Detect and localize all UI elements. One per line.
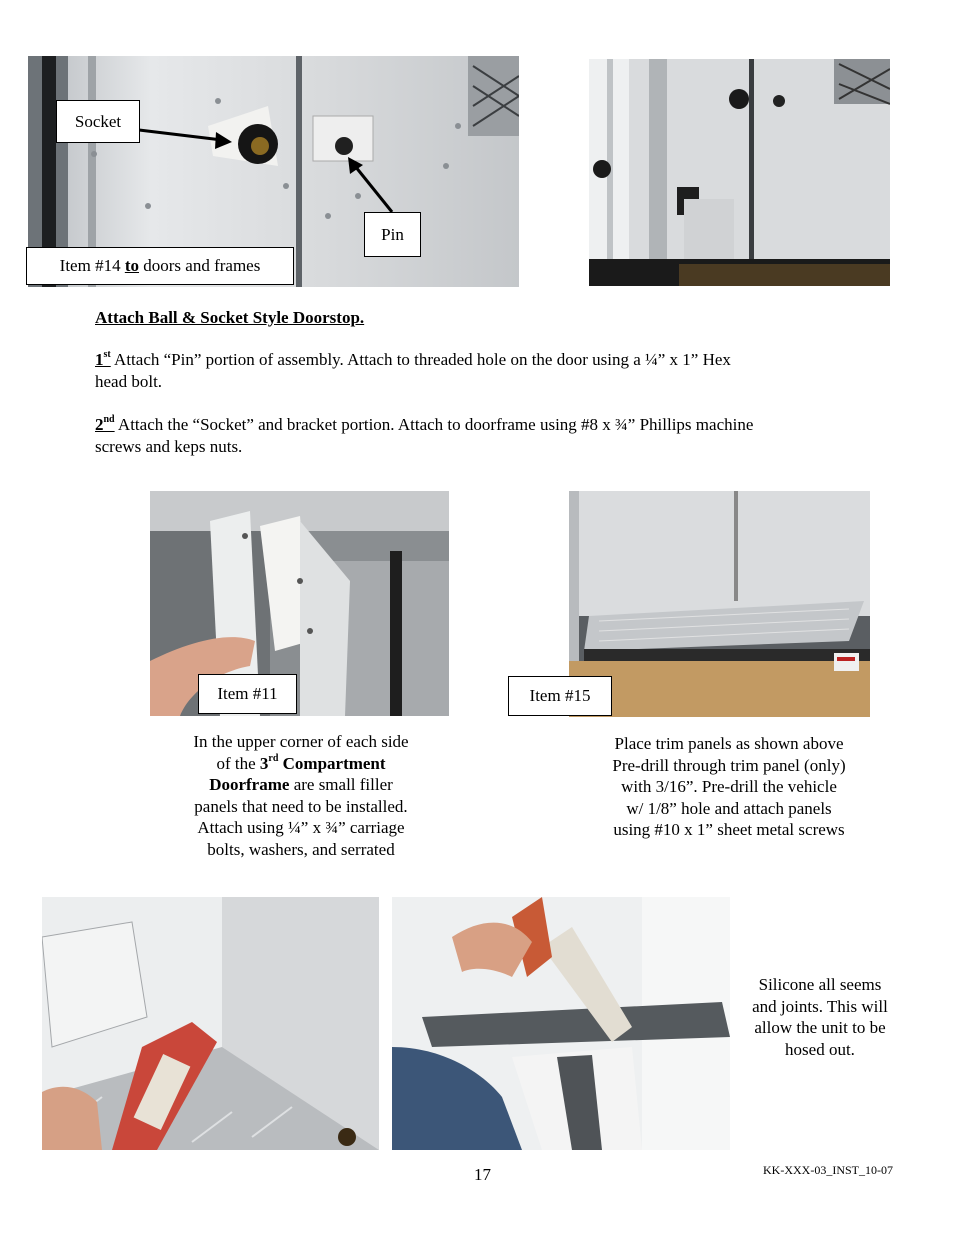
item11-caption-line4: panels that need to be installed. bbox=[194, 796, 408, 816]
item11-caption-l2c: Compartment bbox=[278, 753, 386, 773]
silicone-photo-right bbox=[392, 897, 730, 1150]
item11-callout: Item #11 bbox=[198, 674, 297, 714]
step1-text bbox=[95, 349, 835, 392]
silicone-photo-left bbox=[42, 897, 379, 1150]
step2-num bbox=[95, 415, 115, 434]
item11-caption-l2b bbox=[260, 754, 386, 773]
page-number: 17 bbox=[474, 1165, 491, 1184]
item11-caption-line2 bbox=[170, 753, 432, 775]
silicone-caption-line4: hosed out. bbox=[785, 1039, 855, 1059]
silicone-caption-line3: allow the unit to be bbox=[754, 1018, 886, 1037]
step2-line1 bbox=[95, 414, 835, 436]
step2-num-digit: 2 bbox=[95, 415, 104, 434]
item15-caption-line3: with 3/16”. Pre-drill the vehicle bbox=[621, 777, 837, 796]
item11-photo bbox=[150, 491, 449, 716]
item11-caption-l3a: Doorframe bbox=[209, 775, 290, 794]
socket-callout: Socket bbox=[56, 100, 140, 143]
silicone-caption-line2: and joints. This will bbox=[752, 996, 888, 1016]
item15-photo bbox=[569, 491, 870, 717]
item11-caption-l3b: are small filler bbox=[289, 775, 393, 794]
item11-caption-line5: Attach using ¼” x ¾” carriage bbox=[197, 818, 405, 837]
pin-callout: Pin bbox=[364, 212, 421, 257]
item15-caption bbox=[590, 733, 868, 841]
step2-line2: screws and keps nuts. bbox=[95, 436, 243, 456]
step1-num bbox=[95, 350, 111, 369]
step2-line1-text: Attach the “Socket” and bracket portion. Attach to doorframe using #8 x ¾” Phillips machine bbox=[114, 415, 754, 434]
item14-emph: to bbox=[124, 256, 139, 275]
step1-num-sup: st bbox=[103, 349, 111, 361]
section-heading: Attach Ball & Socket Style Doorstop. bbox=[95, 308, 365, 327]
item11-caption-line1: In the upper corner of each side bbox=[193, 732, 409, 751]
item11-caption-l2b-num: 3 bbox=[259, 753, 269, 773]
item11-caption-l2a: of the bbox=[216, 753, 260, 773]
step2-num-sup: nd bbox=[103, 414, 115, 426]
item15-caption-line4: w/ 1/8” hole and attach panels bbox=[626, 798, 832, 818]
step2-text bbox=[95, 414, 835, 457]
step1-line2: head bolt. bbox=[95, 371, 163, 391]
item14-prefix: Item #14 bbox=[59, 256, 125, 275]
item15-callout: Item #15 bbox=[508, 676, 612, 716]
item15-caption-line1: Place trim panels as shown above bbox=[614, 734, 844, 753]
step1-num-digit: 1 bbox=[95, 350, 104, 369]
step1-line1 bbox=[95, 349, 835, 371]
silicone-caption-line1: Silicone all seems bbox=[758, 975, 882, 994]
item14-suffix: doors and frames bbox=[139, 256, 261, 275]
silicone-caption bbox=[738, 974, 902, 1060]
item11-caption bbox=[170, 731, 432, 860]
step1-line1-text: Attach “Pin” portion of assembly. Attach to threaded hole on the door using a ¼” x 1” Hex bbox=[110, 350, 731, 369]
item11-caption-line6: bolts, washers, and serrated bbox=[207, 839, 395, 859]
item11-caption-l2-sup: rd bbox=[268, 752, 279, 764]
item15-caption-line5: using #10 x 1” sheet metal screws bbox=[613, 820, 845, 839]
item14-callout bbox=[26, 247, 294, 285]
item15-caption-line2: Pre-drill through trim panel (only) bbox=[612, 755, 846, 775]
document-code: KK-XXX-03_INST_10-07 bbox=[763, 1163, 893, 1177]
doorframe-photo bbox=[589, 59, 890, 286]
item11-caption-line3 bbox=[170, 774, 432, 796]
